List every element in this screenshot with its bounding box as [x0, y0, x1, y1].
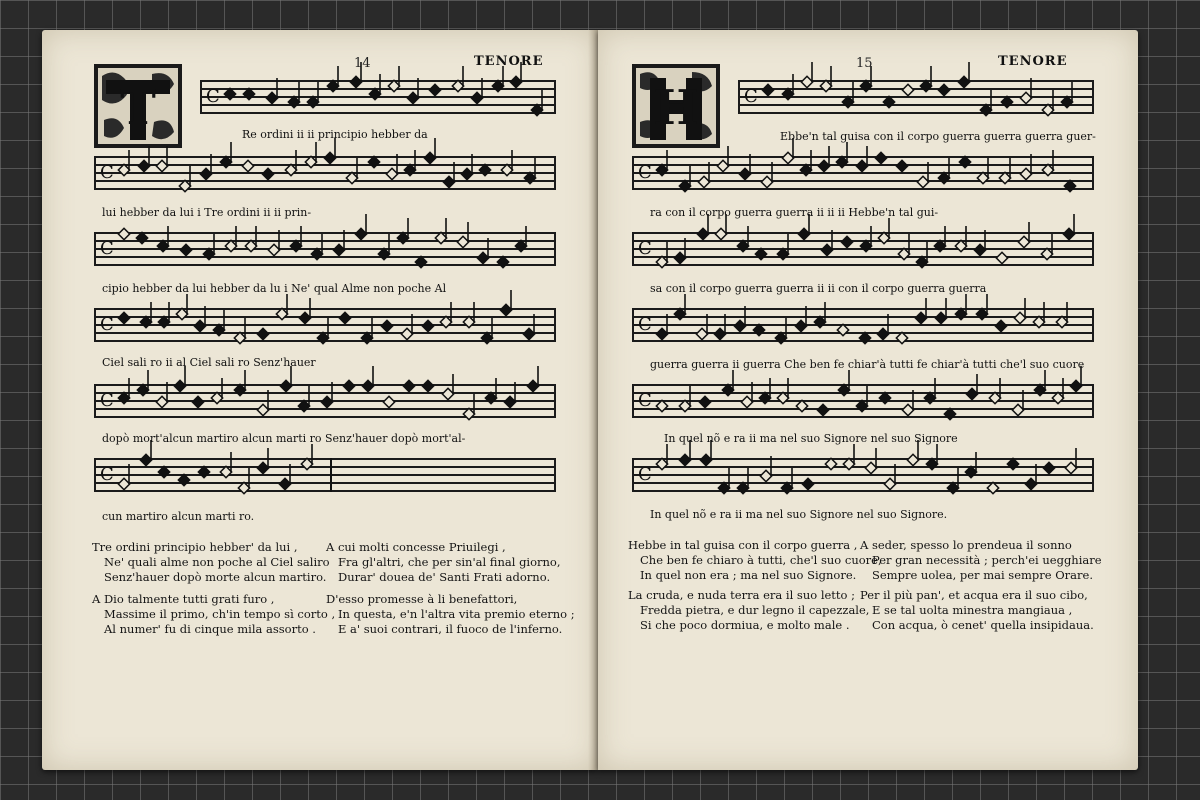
note-icon [422, 320, 433, 331]
music-staff [200, 80, 556, 116]
note-icon [700, 454, 711, 465]
note-icon [339, 312, 350, 323]
music-staff [632, 458, 1094, 494]
note-icon [362, 380, 373, 391]
note-icon [307, 96, 318, 107]
note-icon [802, 478, 813, 489]
note-icon [213, 324, 224, 335]
note-icon [777, 248, 788, 259]
verse-stanza: Tre ordini principio hebber' da lui , Ne' quali alme non poche al Ciel saliro Senz'hauer dopò morte alcun martiro. [92, 540, 330, 584]
music-staff [94, 458, 556, 494]
note-icon [504, 396, 515, 407]
note-icon [515, 240, 526, 251]
note-icon [461, 168, 472, 179]
note-icon [775, 332, 786, 343]
note-icon [200, 168, 211, 179]
note-icon [301, 458, 312, 469]
note-icon [782, 152, 793, 163]
note-icon [1041, 248, 1052, 259]
note-icon [1063, 228, 1074, 239]
note-icon [485, 392, 496, 403]
note-icon [225, 240, 236, 251]
note-icon [203, 248, 214, 259]
initial-letter: H [653, 80, 699, 136]
lyric-line: sa con il corpo guerra guerra ii ii con il corpo guerra guerra [650, 282, 987, 295]
note-icon [838, 384, 849, 395]
note-icon [1042, 164, 1053, 175]
note-icon [220, 156, 231, 167]
note-icon [898, 248, 909, 259]
note-icon [118, 392, 129, 403]
note-icon [497, 256, 508, 267]
staff-notes [632, 294, 1094, 358]
note-icon [179, 180, 190, 191]
note-icon [1042, 104, 1053, 115]
note-icon [878, 232, 889, 243]
note-icon [1033, 316, 1044, 327]
clef-icon: C [100, 464, 114, 485]
note-icon [198, 466, 209, 477]
note-icon [980, 104, 991, 115]
lyric-line: lui hebber da lui i Tre ordini ii ii prin- [102, 206, 312, 219]
note-icon [403, 380, 414, 391]
note-icon [995, 320, 1006, 331]
note-icon [174, 380, 185, 391]
note-icon [192, 396, 203, 407]
note-icon [944, 408, 955, 419]
note-icon [355, 228, 366, 239]
note-icon [860, 80, 871, 91]
note-icon [156, 396, 167, 407]
note-icon [276, 308, 287, 319]
staff-notes [94, 142, 556, 206]
note-icon [976, 308, 987, 319]
note-icon [734, 320, 745, 331]
staff-notes [738, 66, 1094, 130]
note-icon [1014, 312, 1025, 323]
note-icon [211, 392, 222, 403]
music-staff [94, 156, 556, 192]
note-icon [471, 92, 482, 103]
clef-icon: C [206, 86, 220, 107]
note-icon [176, 308, 187, 319]
note-icon [959, 156, 970, 167]
note-icon [1056, 316, 1067, 327]
note-icon [762, 84, 773, 95]
note-icon [935, 312, 946, 323]
note-icon [883, 96, 894, 107]
note-icon [401, 328, 412, 339]
note-icon [350, 76, 361, 87]
staff-notes [200, 66, 556, 130]
clef-icon: C [100, 162, 114, 183]
note-icon [879, 392, 890, 403]
note-icon [194, 320, 205, 331]
note-icon [999, 172, 1010, 183]
staff-notes [94, 444, 556, 508]
note-icon [902, 84, 913, 95]
note-icon [818, 160, 829, 171]
note-icon [242, 160, 253, 171]
staff-notes [632, 142, 1094, 206]
note-icon [836, 156, 847, 167]
note-icon [245, 240, 256, 251]
note-icon [397, 232, 408, 243]
note-icon [656, 400, 667, 411]
note-icon [381, 320, 392, 331]
note-icon [841, 236, 852, 247]
note-icon [896, 332, 907, 343]
voice-label: TENORE [474, 54, 544, 69]
note-icon [238, 482, 249, 493]
note-icon [440, 316, 451, 327]
note-icon [761, 176, 772, 187]
note-icon [523, 328, 534, 339]
lyric-line: cipio hebber da lui hebber da lu i Ne' qual Alme non poche Al [102, 282, 447, 295]
note-icon [442, 388, 453, 399]
clef-icon: C [638, 390, 652, 411]
note-icon [907, 454, 918, 465]
note-icon [368, 156, 379, 167]
note-icon [288, 96, 299, 107]
note-icon [424, 152, 435, 163]
staff-notes [94, 370, 556, 434]
note-icon [268, 244, 279, 255]
note-icon [140, 316, 151, 327]
note-icon [138, 160, 149, 171]
music-staff [632, 384, 1094, 420]
note-icon [697, 228, 708, 239]
note-icon [965, 466, 976, 477]
note-icon [220, 466, 231, 477]
note-icon [843, 458, 854, 469]
note-icon [388, 80, 399, 91]
note-icon [856, 160, 867, 171]
note-icon [378, 248, 389, 259]
clef-icon: C [638, 464, 652, 485]
note-icon [257, 462, 268, 473]
ornamental-initial-icon [94, 64, 182, 148]
note-icon [158, 316, 169, 327]
note-icon [1052, 392, 1063, 403]
note-icon [679, 400, 690, 411]
note-icon [305, 156, 316, 167]
note-icon [457, 236, 468, 247]
note-icon [737, 240, 748, 251]
note-icon [257, 404, 268, 415]
verse-stanza: La cruda, e nuda terra era il suo letto ; Fredda pietra, e dur legno il capezzale, Si che poco dormiua, e molto male . [628, 588, 870, 632]
clef-icon: C [100, 390, 114, 411]
verse-stanza: D'esso promesse à li benefattori, In questa, e'n l'altra vita premio eterno ; E a' suoi contrari, il fuoco de l'inferno. [326, 592, 575, 636]
note-icon [1020, 92, 1031, 103]
note-icon [759, 392, 770, 403]
note-icon [1020, 168, 1031, 179]
note-icon [481, 332, 492, 343]
note-icon [916, 256, 927, 267]
note-icon [842, 96, 853, 107]
note-icon [1007, 458, 1018, 469]
note-icon [915, 312, 926, 323]
lyric-line: cun martiro alcun marti ro. [102, 510, 255, 523]
verse-stanza: A seder, spesso lo prendeua il sonno Per gran necessità ; perch'ei uegghiare Sempre uolea, per mai sempre Orare. [860, 538, 1102, 582]
note-icon [1064, 180, 1075, 191]
music-staff [94, 308, 556, 344]
note-icon [531, 104, 542, 115]
note-icon [343, 380, 354, 391]
note-icon [383, 396, 394, 407]
note-icon [902, 404, 913, 415]
lyric-line: ra con il corpo guerra guerra ii ii ii Hebbe'n tal gui- [650, 206, 939, 219]
note-icon [966, 388, 977, 399]
note-icon [920, 80, 931, 91]
lyric-line: dopò mort'alcun martiro alcun marti ro Senz'hauer dopò mort'al- [102, 432, 466, 445]
note-icon [817, 404, 828, 415]
note-icon [118, 164, 129, 175]
music-staff [94, 384, 556, 420]
note-icon [136, 232, 147, 243]
note-icon [820, 80, 831, 91]
note-icon [814, 316, 825, 327]
note-icon [407, 92, 418, 103]
lyric-line: In quel nõ e ra ii ma nel suo Signore nel suo Signore. [650, 508, 948, 521]
note-icon [524, 172, 535, 183]
staff-notes [632, 444, 1094, 508]
voice-label: TENORE [998, 54, 1068, 69]
note-icon [510, 76, 521, 87]
music-staff [632, 156, 1094, 192]
note-icon [311, 248, 322, 259]
note-icon [989, 392, 1000, 403]
clef-icon: C [744, 86, 758, 107]
note-icon [865, 462, 876, 473]
note-icon [361, 332, 372, 343]
note-icon [118, 478, 129, 489]
verse-stanza: Hebbe in tal guisa con il corpo guerra , Che ben fe chiaro à tutti, che'l suo cuore, In quel non era ; ma nel suo Signore. [628, 538, 882, 582]
note-icon [795, 320, 806, 331]
note-icon [656, 164, 667, 175]
page-number: 15 [856, 56, 873, 71]
verse-stanza: A Dio talmente tutti grati furo , Massime il primo, ch'in tempo sì corto , Al numer' fu di cinque mila assorto . [92, 592, 336, 636]
note-icon [715, 228, 726, 239]
note-icon [137, 384, 148, 395]
note-icon [224, 88, 235, 99]
lyric-line: Ciel sali ro ii al Ciel sali ro Senz'hauer [102, 356, 316, 369]
note-icon [1070, 380, 1081, 391]
note-icon [279, 478, 290, 489]
note-icon [837, 324, 848, 335]
note-icon [996, 252, 1007, 263]
clef-icon: C [638, 238, 652, 259]
note-icon [298, 400, 309, 411]
note-icon [739, 168, 750, 179]
note-icon [479, 164, 490, 175]
note-icon [798, 228, 809, 239]
note-icon [158, 466, 169, 477]
note-icon [290, 240, 301, 251]
note-icon [934, 240, 945, 251]
note-icon [415, 256, 426, 267]
note-icon [800, 164, 811, 175]
note-icon [257, 328, 268, 339]
note-icon [856, 400, 867, 411]
note-icon [737, 482, 748, 493]
lyric-line: Ebbe'n tal guisa con il corpo guerra guerra guerra guer- [780, 130, 1096, 143]
staff-notes [94, 294, 556, 358]
note-icon [924, 392, 935, 403]
clef-icon: C [638, 314, 652, 335]
music-staff [632, 308, 1094, 344]
note-icon [178, 474, 189, 485]
note-icon [1043, 462, 1054, 473]
note-icon [679, 180, 690, 191]
note-icon [656, 256, 667, 267]
note-icon [156, 160, 167, 171]
music-staff [94, 232, 556, 268]
note-icon [1061, 96, 1072, 107]
note-icon [452, 80, 463, 91]
note-icon [180, 244, 191, 255]
note-icon [699, 396, 710, 407]
note-icon [674, 252, 685, 263]
note-icon [821, 244, 832, 255]
note-icon [679, 454, 690, 465]
note-icon [796, 400, 807, 411]
staff-notes [632, 370, 1094, 434]
note-icon [500, 304, 511, 315]
note-icon [429, 84, 440, 95]
note-icon [435, 232, 446, 243]
note-icon [955, 240, 966, 251]
note-icon [718, 482, 729, 493]
note-icon [118, 228, 129, 239]
note-icon [1018, 236, 1029, 247]
note-icon [443, 176, 454, 187]
lyric-line: guerra guerra ii guerra Che ben fe chiar'à tutti fe chiar'à tutti che'l suo cuore [650, 358, 1085, 371]
note-icon [825, 458, 836, 469]
clef-icon: C [100, 238, 114, 259]
note-icon [386, 168, 397, 179]
note-icon [327, 80, 338, 91]
note-icon [987, 482, 998, 493]
note-icon [1065, 462, 1076, 473]
staff-notes [94, 218, 556, 282]
right-page [598, 30, 1138, 770]
note-icon [722, 384, 733, 395]
note-icon [781, 482, 792, 493]
note-icon [896, 160, 907, 171]
note-icon [753, 324, 764, 335]
note-icon [118, 312, 129, 323]
note-icon [1012, 404, 1023, 415]
note-icon [875, 152, 886, 163]
note-icon [877, 328, 888, 339]
note-icon [317, 332, 328, 343]
ornamental-initial-icon [632, 64, 720, 148]
note-icon [422, 380, 433, 391]
staff-notes [632, 218, 1094, 282]
note-icon [527, 380, 538, 391]
page-number: 14 [354, 56, 371, 71]
verse-stanza: A cui molti concesse Priuilegi , Fra gl'altri, che per sin'al final giorno, Durar' douea de' Santi Frati adorno. [326, 540, 561, 584]
note-icon [140, 454, 151, 465]
note-icon [280, 380, 291, 391]
note-icon [782, 88, 793, 99]
note-icon [698, 176, 709, 187]
note-icon [741, 396, 752, 407]
note-icon [324, 152, 335, 163]
note-icon [926, 458, 937, 469]
note-icon [463, 408, 474, 419]
note-icon [777, 392, 788, 403]
note-icon [801, 76, 812, 87]
note-icon [714, 328, 725, 339]
clef-icon: C [100, 314, 114, 335]
note-icon [369, 88, 380, 99]
note-icon [977, 172, 988, 183]
note-icon [760, 470, 771, 481]
note-icon [404, 164, 415, 175]
note-icon [321, 396, 332, 407]
note-icon [947, 482, 958, 493]
lyric-line: Re ordini ii ii principio hebber da [242, 128, 428, 141]
note-icon [696, 328, 707, 339]
clef-icon: C [638, 162, 652, 183]
note-icon [346, 172, 357, 183]
note-icon [243, 88, 254, 99]
note-icon [266, 92, 277, 103]
note-icon [463, 316, 474, 327]
note-icon [974, 244, 985, 255]
note-icon [1001, 96, 1012, 107]
note-icon [955, 308, 966, 319]
note-icon [674, 308, 685, 319]
note-icon [859, 332, 870, 343]
note-icon [1025, 478, 1036, 489]
note-icon [157, 240, 168, 251]
lyric-line: In quel nõ e ra ii ma nel suo Signore nel suo Signore [664, 432, 958, 445]
note-icon [656, 328, 667, 339]
note-icon [501, 164, 512, 175]
note-icon [234, 384, 245, 395]
note-icon [333, 244, 344, 255]
initial-letter: T [120, 80, 156, 136]
note-icon [492, 80, 503, 91]
note-icon [285, 164, 296, 175]
note-icon [234, 332, 245, 343]
note-icon [884, 478, 895, 489]
note-icon [299, 312, 310, 323]
note-icon [477, 252, 488, 263]
music-staff [632, 232, 1094, 268]
note-icon [860, 240, 871, 251]
music-staff [738, 80, 1094, 116]
verse-stanza: Per il più pan', et acqua era il suo cibo, E se tal uolta minestra mangiaua , Con acqua, ò cenet' quella insipidaua. [860, 588, 1094, 632]
note-icon [917, 176, 928, 187]
note-icon [938, 84, 949, 95]
note-icon [717, 160, 728, 171]
note-icon [755, 248, 766, 259]
note-icon [958, 76, 969, 87]
note-icon [1034, 384, 1045, 395]
note-icon [656, 458, 667, 469]
note-icon [938, 172, 949, 183]
note-icon [262, 168, 273, 179]
left-page [42, 30, 598, 770]
